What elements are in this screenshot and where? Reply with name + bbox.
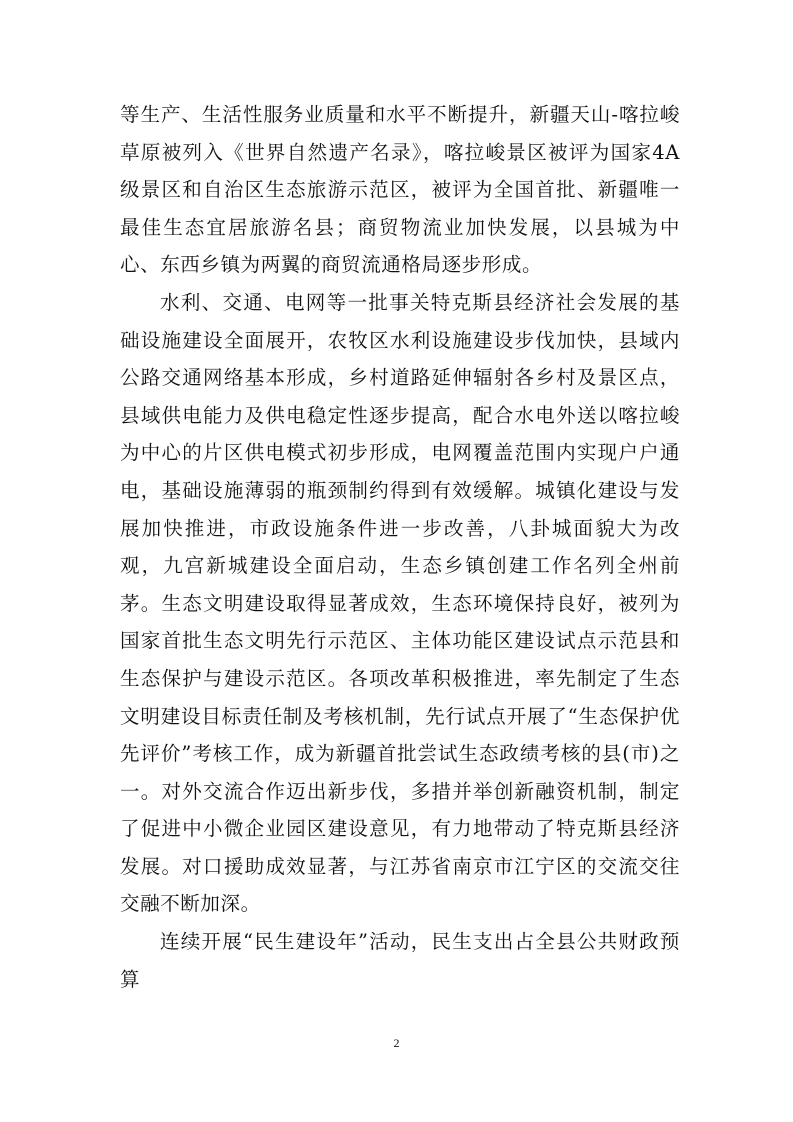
- body-text: [120, 96, 680, 998]
- paragraph-3: 连续开展“民生建设年”活动，民生支出占全县公共财政预算: [120, 930, 680, 991]
- paragraph-1: 等生产、生活性服务业质量和水平不断提升，新疆天山-喀拉峻草原被列入《世界自然遗产名录》，喀拉峻景区被评为国家4A级景区和自治区生态旅游示范区，被评为全国首批、新疆唯一最佳生态宜居旅游名县；商贸物流业加快发展，以县城为中心、东西乡镇为两翼的商贸流通格局逐步形成。: [120, 103, 680, 277]
- page-number: 2: [393, 1036, 400, 1050]
- paragraph-2: 水利、交通、电网等一批事关特克斯县经济社会发展的基础设施建设全面展开，农牧区水利设施建设步伐加快，县域内公路交通网络基本形成，乡村道路延伸辐射各乡村及景区点，县域供电能力及供电稳定性逐步提高，配合水电外送以喀拉峻为中心的片区供电模式初步形成，电网覆盖范围内实现户户通电，基础设施薄弱的瓶颈制约得到有效缓解。城镇化建设与发展加快推进，市政设施条件进一步改善，八卦城面貌大为改观，九宫新城建设全面启动，生态乡镇创建工作名列全州前茅。生态文明建设取得显著成效，生态环境保持良好，被列为国家首批生态文明先行示范区、主体功能区建设试点示范县和生态保护与建设示范区。各项改革积极推进，率先制定了生态文明建设目标责任制及考核机制，先行试点开展了“生态保护优先评价”考核工作，成为新疆首批尝试生态政绩考核的县(市)之一。对外交流合作迈出新步伐，多措并举创新融资机制，制定了促进中小微企业园区建设意见，有力地带动了特克斯县经济发展。对口援助成效显著，与江苏省南京市江宁区的交流交往交融不断加深。: [120, 290, 680, 916]
